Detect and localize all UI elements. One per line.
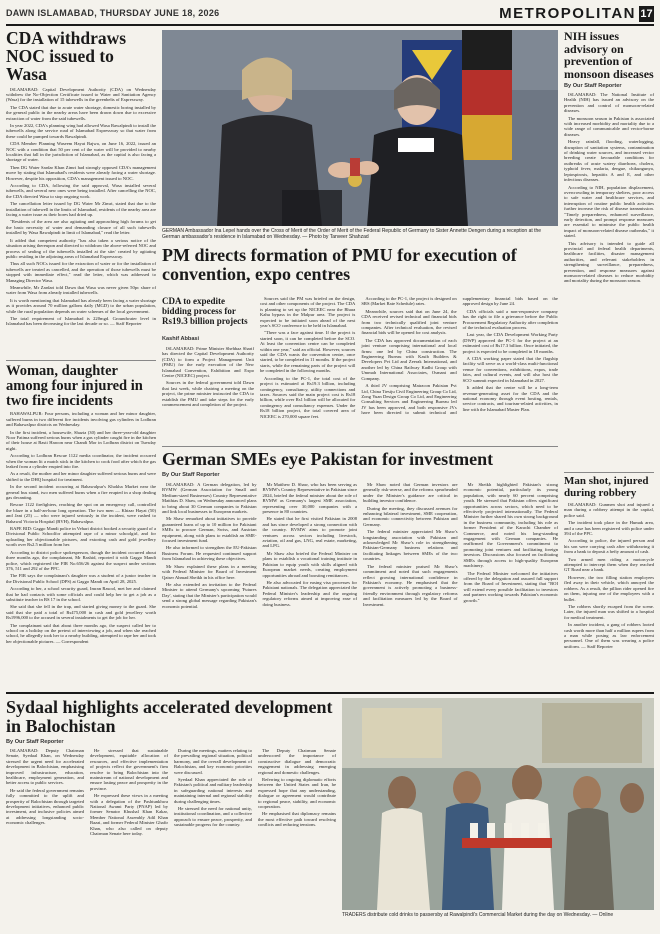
nih-paragraph: ISLAMABAD: The National Institute of Health (NIH) has issued an advisory on the prevention and control of monsoon-related diseases. xyxy=(564,92,654,114)
man-paragraph: However, the two filling station employees fled away in their vehicle, which annoyed the robbers. As a result, the pillion rider opened fire on them, injuring one of the employees with a bullet. xyxy=(564,574,654,602)
section-divider xyxy=(6,692,654,694)
pmu-paragraph: According to the PC-1, the project is designed on SRS (Market Rate Schedule) rates. xyxy=(361,296,457,307)
cda-paragraph: In year 2022, CDA's planning wing had allowed Wasa Rawalpindi to install the tubewells along the service road of Islamabad Expressway so that water from these could be pumped towards Rawalpindi. xyxy=(6,122,156,139)
nih-paragraph: According to NIH, population displacement, overcrowding in temporary shelters, poor access to safe water and healthcare services, and interruption of routine public health activities further increase the risk of disease transmission. "Timely preparedness, enhanced surveillance, early detection, and prompt response measures are essential to minimise the public health impact of monsoon-related disease outbreaks," it stated. xyxy=(564,184,654,239)
sydaal-story xyxy=(6,698,336,745)
sydaal-paragraph: Referring to ongoing diplomatic efforts between the United States and Iran, he expressed hope that any understanding, dialogue or agreement would contribute to regional peace, stability, and economic cooperation. xyxy=(258,777,336,810)
german-paragraph: He also extended an invitation to the Federal Minister to attend Germany's upcoming 'Futures Day', stating that the Minister's participation would send a strong global message regarding Pakistan's economic potential. xyxy=(162,581,257,609)
pmu-body-lead xyxy=(162,346,254,436)
woman-paragraph: RAPE BID: Gaggo Mandi police in Vehari district booked a security guard of a Divisional Public Schoolfor attempted rape of a minor schoolgirl, and for uploading her objectionable pictures, and extorting cash and gold jewellery worth over Rs2.5 million from her. xyxy=(6,526,156,548)
german-paragraph: During the meeting, they discussed avenues for enhancing bilateral investment, SME cooperation, and economic connectivity between Pakistan and Germany. xyxy=(363,505,458,527)
pmu-headline: PM directs formation of PMU for execution of convention, expo centres xyxy=(162,245,517,284)
man-paragraph: Two armed men riding a motorcycle attempted to intercept them when they reached GT Road near a bank. xyxy=(564,556,654,573)
masthead xyxy=(6,4,654,26)
cda-story xyxy=(6,30,156,342)
cda-paragraph: According to CDA, following the said approval, Wasa installed several tubewells, and several new ones were being installed. After cancelling the NOC, the CDA directed Wasa to stop ongoing work. xyxy=(6,183,156,199)
german-paragraph: Mr Sheikh highlighted Pakistan's strong economic potential, particularly its young population, with nearly 60 percent comprising youth. He stressed that Pakistan offers significant opportunities across sectors, which need to be effectively projected internationally. The Federal Minister further shared his own strong background in the business community, including his role as former President of the Karachi Chamber of Commerce, and noted his long-standing engagement with German companies. He reaffirmed the Government's commitment to promoting joint ventures and facilitating foreign investors. Discussions also focused on facilitating SMEs through access to high-quality European machinery. xyxy=(463,482,558,569)
divider xyxy=(162,446,558,447)
woman-paragraph: The complainant said that about three months ago, the suspect called her to school on a holiday on the pretext of interviewing a job, and when she reached school, he allegedly took her to a nearby building, attempted to rape her and took her objectionable pictures. — Correspondent xyxy=(6,622,156,644)
german-paragraph: Mr Shaw explained these plans in a meeting with Federal Minister for Board of Investment Qaiser Ahmad Sheikh in his office here. xyxy=(162,563,257,580)
nih-byline: By Our Staff Reporter xyxy=(564,83,622,89)
woman-paragraph: The FIR says the complainant's daughter was a student of a junior teacher in the Divisional Public School (DPS) at Gaggo Mandi on April 28, 2025. xyxy=(6,573,156,584)
cda-paragraph: ISLAMABAD: Capital Development Authority (CDA) on Wednesday withdrew the No-Objection Certificate issued to Water and Sanitation Agency (Wasa) for the installation of 15 tubewells in the greenbelts of Expressway. xyxy=(6,86,156,103)
pmu-paragraph: ISLAMABAD: Prime Minister Shehbaz Sharif has directed the Capital Development Authority (CDA) to form a Project Management Unit (PMU) for the early execution of the New Islamabad Convention, Exhibition and Expo Centre (NICEEC) project. xyxy=(162,346,254,379)
german-paragraph: Mr Shaw noted that German investors are generally risk-averse, and the reforms spearheaded under the Minister's guidance are critical in building investor confidence. xyxy=(363,482,458,504)
pmu-paragraph: Last year, the CDA Development Working Party (DWP) approved the PC-1 for the project at an estimated cost of Rs17.3 billion. Once initiated, the project is expected to be completed in 18 months. xyxy=(462,332,558,354)
woman-paragraph: According to Lodhran Rescue 1122 media coordinator, the incident occurred when the woman lit a match stick in the kitchen to cook food after which the gas leaked from a cylinder erupted into fire. xyxy=(6,453,156,469)
woman-story xyxy=(6,363,156,644)
pmu-sidebar xyxy=(162,296,254,436)
sydaal-paragraph: He stressed the need for national unity, institutional coordination, and a collective approach to ensure peace, prosperity, and sustainable progress for the country. xyxy=(174,806,252,828)
german-paragraph: He also informed to strengthen the EU-Pakistan Business Forum. He requested continued support from Islamabad in achieving these objectives. xyxy=(162,545,257,562)
pmu-body xyxy=(260,296,558,442)
woman-paragraph: Rescue 1122 firefighters, reaching the spot on an emergency call, controlled the blaze in a half-an-hour long operation. The two men — Khizar Hayat (50) and Jani (25) — who were injured seriously in the incident, were rushed to Bahawal Victoria Hospital (BVH), Bahawalpur. xyxy=(6,502,156,524)
sydaal-body xyxy=(6,748,336,930)
pmu-paragraph: Sources in the federal government told Dawn that last week, while chairing a meeting on the project, the prime minister instructed the CDA to establish the PMU and take steps for the early commencement and completion of the project. xyxy=(162,380,254,408)
cda-paragraph: It is worth mentioning that Islamabad has already been facing a water shortage as it provides around 70 million gallons daily (MGD) to the urban population, while the rural population depends on water schemes of the local government. xyxy=(6,297,156,314)
masthead-dateline: DAWN ISLAMABAD, THURSDAY JUNE 18, 2026 xyxy=(6,8,220,18)
cda-paragraph: It added that competent authority "has also taken a serious notice of the situation arising thereupon and directed to withdraw the above-referred NOC and process of sealing of the tubewells installed at the site/ created by agitating public residing in the adjoining areas of Islamabad Expressway. xyxy=(6,237,156,259)
german-paragraph: The federal minister appreciated Mr Shaw's longstanding association with Pakistan and acknowledged Mr Shaw's role in strengthening Pakistan-Germany business relations and facilitating linkages between SMEs of the two countries. xyxy=(363,529,458,562)
sydaal-paragraph: He said the federal government remains fully committed to the uplift and prosperity of Balochistan through targeted development initiatives, enhanced public investment, and inclusive policies aimed at addressing longstanding socio-economic challenges. xyxy=(6,787,84,826)
man-headline: Man shot, injured during robbery xyxy=(564,475,649,499)
woman-paragraph: According to district police spokesperson, though the incident occurred about three months ago, the complainant, Mr Rashid, reported it with Gaggo Mandi police, which registered the FIR No.656/26 against the suspect under sections 376, 511 and 292 of the PPC. xyxy=(6,549,156,571)
sydaal-byline: By Our Staff Reporter xyxy=(6,739,64,745)
nih-paragraph: Heavy rainfall, flooding, waterlogging, disruption of sanitation systems, contamination of drinking water sources, and increased vector breeding create favourable conditions for outbreaks of acute watery diarrhoea, cholera, typhoid fever, malaria, dengue, chikungunya, leptospirosis, hepatitis A and E, and other infectious diseases. xyxy=(564,139,654,183)
german-paragraph: ISLAMABAD: A German delegation, led by BVMW (German Association for Small and Medium-sized Businesses) Country Representative Matthias D. Shaw, on Wednesday announced plans to bring about 30 German companies to Pakistan and link local businesses to European markets. xyxy=(162,482,257,515)
cda-headline: CDA withdraws NOC issued to Wasa xyxy=(6,28,127,84)
nih-headline: NIH issues advisory on prevention of monsoon diseases xyxy=(564,29,654,81)
man-paragraph: In another incident, a gang of robbers looted cash worth more than half a million rupees from a man while posing as law enforcement personnel. One of them was wearing a police uniform. — Staff Reporter xyxy=(564,622,654,649)
man-body xyxy=(564,502,654,717)
pmu-subheadline: CDA to expedite bidding process for Rs19.3 billion projects xyxy=(162,296,248,326)
ambassador-photo-caption: GERMAN Ambassador Ina Lepel hands over the Cross of Merit of the Order of Merit of the Federal Republic of Germany to Sister Annette Dengen during a reception at the German ambassador's residence in Islamabad on Wednesday. — Photo by Tanveer Shahzad xyxy=(162,228,542,240)
man-story xyxy=(564,476,654,717)
cda-paragraph: Then DG Water Sardar Khan Zimri had strongly opposed CDA's management move by stating that Islamabad's residents were already facing a water shortage. However, despite his opposition, CDA's management issued to NOC. xyxy=(6,164,156,181)
german-story xyxy=(162,450,558,478)
woman-paragraph: According to her, a school security guard, Imran Rasool, met her and claimed that he had contacts with some officials and could help her to get a job as a substitute teacher in BS 17 in the school. xyxy=(6,586,156,602)
man-paragraph: The incident took place in the Humak area, and a case has been registered with police under 394 of the PPC. xyxy=(564,520,654,537)
german-body xyxy=(162,482,558,668)
cda-paragraph: CDA Member Planning Waseem Hayat Bajwa, on June 16, 2022, issued an NOC with a condition that 50 per cent of the water will be provided to nearby localities that fall in the jurisdiction of Islamabad, as the capital is also facing a shortage of water. xyxy=(6,141,156,163)
pmu-paragraph: Sources said the PM was briefed on the design, cost and other components of the project. The CDA is planning to set up the NICEEC near the Bhara Kahu bypass in the Malpur area. The project is expected to be initiated soon ahead of the next year's SCO conference to be held in Islamabad. xyxy=(260,296,356,329)
divider xyxy=(6,360,156,361)
woman-paragraph: In the first incident, a housewife, Shazia (30) and her three-year-old daughter Noor Fatima suffered serious burns when a gas cylinder caught fire in the kitchen of their house at Basti Haroon near Chandi Mor in Lodhran district on Tuesday night. xyxy=(6,429,156,451)
german-paragraph: Mr Shaw also briefed the Federal Minister on plans to establish a vocational training institute in Pakistan to equip youth with skills aligned with European market needs, creating employment opportunities abroad and boosting remittances. xyxy=(262,550,357,578)
pmu-paragraph: Meanwhile, sources said that on June 24, the CDA received revised technical and financial bids from two technically qualified joint venture companies. After technical evaluation, the revised financial bids will be opened for cost analysis. xyxy=(361,308,457,336)
cda-paragraph: "Residents of the area are also agitating and approaching high forums to get the basic necessity of water and demanding closure of all such tubewells installed by Wasa Rawalpindi in limit of Islamabad," read the letter. xyxy=(6,219,156,236)
pmu-paragraph: The CDA has approved documentation of each joint venture comprising international and local firms: one led by China construction. The Engineering Bureau with Kasib Builders & Developers Pvt Ltd and Zeerak International, and another led by China Railway Kadhi Group with Ummah International Associates, Osmani and Company. xyxy=(361,337,457,381)
section-title: METROPOLITAN xyxy=(499,5,636,22)
german-paragraph: The Federal Minister welcomed the initiatives offered by the delegation and assured full support from the Board of Investment, stating that "BOI will extend every possible facilitation to investors and partners working towards Pakistan's economic growth." xyxy=(463,570,558,603)
man-paragraph: According to police, the injured person and his son were carrying cash after withdrawing it from a bank to deposit a hefty amount of cash. xyxy=(564,538,654,555)
cda-paragraph: The CDA stated that due to acute water shortage, domestic boring installed by the general public in the nearby areas have been drawn down due to excessive extraction of water from the said tubewells. xyxy=(6,104,156,121)
ambassador-photo xyxy=(162,30,558,226)
traders-photo-illustration xyxy=(342,698,654,910)
woman-body xyxy=(6,411,156,644)
german-paragraph: He stated that he first visited Pakistan in 2008 and has since developed a strong connection with the country. BVMW aims to promote joint ventures across sectors including livestock, aviation, oil and gas, LNG, real estate, marketing, and LPG. xyxy=(262,516,357,549)
cda-body xyxy=(6,87,156,342)
pmu-byline: Kashif Abbasi xyxy=(162,336,200,342)
sydaal-paragraph: During the meetings, matters relating to the prevailing regional situation, political harmony, and the overall development of Balochistan, and key economic priorities were discussed. xyxy=(174,748,252,775)
pmu-paragraph: It added that the centre will be a long-term revenue-generating asset for the CDA and the national economy through event hosting, rentals, service contracts, and tourism-related activities, in line with the Islamabad Master Plan. xyxy=(462,385,558,412)
sydaal-paragraph: He expressed these views in a meeting with a delegation of the Pashtunkhwa National Awami Party (PNAP) led by former Senator Khushal Khan Kakar, Member National Assembly Adil Khan Bazai, and former Federal Minister Ghafir Khan, who also called on deputy Chairman Senate here today. xyxy=(90,793,168,837)
traders-photo xyxy=(342,698,654,910)
german-paragraph: Mr Matthew D. Shaw, who has been serving as BVMW's Country Representative in Pakistan since 2024, briefed the federal minister about the role of BVMW as Germany's largest SME association, representing over 30,000 companies with a presence in 80 countries. xyxy=(262,482,357,515)
woman-paragraph: BAHAWALPUR: Four persons, including a woman and her minor daughter, suffered burns in two different fire incidents involving gas cylinders in Lodhran and Bahawalpur districts on Wednesday. xyxy=(6,411,156,428)
pmu-story xyxy=(162,246,558,284)
sydaal-paragraph: He stressed that sustainable development, equitable allocation of resources, and effective implementation of projects reflect the government's firm resolve to bring Balochistan into the mainstream of national development and ensure lasting peace and prosperity in the province. xyxy=(90,748,168,791)
sydaal-paragraph: He emphasised that diplomacy remains the most effective path toward resolving conflicts and reducing tensions. xyxy=(258,811,336,828)
german-paragraph: He also advocated for easing visa processes for Pakistani nationals. The delegation appreciated the Federal Minister's leadership and the ongoing regulatory reforms aimed at improving ease of doing business. xyxy=(262,579,357,607)
cda-paragraph: The cancellation letter issued by DG Water Mr Zimri, stated that due to the installation of tubewell in the limits of Islamabad, residents of the nearby area are facing a water issue as their bores had dried up. xyxy=(6,201,157,218)
sydaal-headline: Sydaal highlights accelerated development in Balochistan xyxy=(6,697,333,736)
nih-story xyxy=(564,30,654,427)
ambassador-photo-illustration xyxy=(162,30,558,226)
woman-paragraph: As a result, the mother and her minor daughter suffered serious burns and were shifted to the DHQ hospital for treatment. xyxy=(6,471,156,482)
sydaal-paragraph: Syedaal Khan appreciated the role of Pakistan's political and military leadership in safeguarding national interests and maintaining internal and regional stability during challenging times. xyxy=(174,777,252,804)
sydaal-paragraph: ISLAMABAD: Deputy Chairman Senate, Syedaal Khan, on Wednesday stressed the urgent need for accelerated development in Balochistan, emphasising improved infrastructure, education, healthcare, employment generation, and better access to public services. xyxy=(6,748,84,786)
pmu-paragraph: According to the PC-1, the total cost of the project is estimated at Rs19.3 billion, including contingency, consultancy, utility connections and taxes. Sources said the main project cost is Rs18 billion, while over Rs1 billion will be allocated for contingency and consultancy expenses. Under the Rs18 billion project, the total covered area of NICEEC is 270,000 square feet. xyxy=(260,375,356,419)
woman-headline: Woman, daughter among four injured in two fire incidents xyxy=(6,363,143,409)
cda-paragraph: Thus all such NOCs issued for the extraction of water or for the installation of tubewells are treated as cancelled, and the operation of those tubewells must be stopped with immediate effect," read the letter, which was addressed to Managing Director Wasa. xyxy=(6,261,156,283)
pmu-paragraph: A third JV comprising Matracon Pakistan Pvt Ltd, China Tiesiju Civil Engineering Group Co Ltd, Zong Yuan Design Group Co Ltd, and Engineering Consulting Services and Engineering Bureau led JV has been approved, and both responsive JVs have been directed to submit technical and supplementary financial bids based on the approved design by June 24. xyxy=(361,296,558,416)
german-paragraph: Mr Shaw remarked about initiatives to provide guaranteed loans of up to 10 million for Pakistani SMEs to procure German, Swiss, and Austrian equipment, along with plans to establish an SME-focused investment fund. xyxy=(162,516,257,544)
page-number: 17 xyxy=(640,8,653,20)
divider xyxy=(564,472,654,473)
woman-paragraph: She said that she fell in the trap, and started giving money to the guard. She said that she paid a total of Rs475,000 in cash and gold jewellery worth Rs1996,000 to the accused in several instalments to get the job for her. xyxy=(6,604,156,621)
man-paragraph: ISLAMABAD: Gunmen shot and injured a man during a robbery attempt in the capital, police said. xyxy=(564,502,654,518)
german-byline: By Our Staff Reporter xyxy=(162,472,220,478)
pmu-paragraph: CDA officials said a non-responsive company has the right to file a grievance before the Public Procurement Regulatory Authority after completion of the technical evaluation process. xyxy=(462,308,558,331)
cda-paragraph: The total requirement of Islamabad is 220mgd. Groundwater level in Islamabad has been decreasing for the last decade or so. — Staff Reporter xyxy=(6,315,156,327)
traders-photo-caption: TRADERS distribute cold drinks to passersby at Rawalpindi's Commercial Market during the day on Wednesday. — Online xyxy=(342,912,614,918)
nih-body xyxy=(564,92,654,427)
cda-paragraph: Meanwhile, Mr Zardari told Dawn that Wasa was never given 50pc share of water from Wasa from already installed tubewells. xyxy=(6,284,156,296)
nih-paragraph: The monsoon season in Pakistan is associated with increased morbidity and mortality due to a wide range of communicable and vector-borne diseases. xyxy=(564,115,654,137)
man-paragraph: The robbers shortly escaped from the scene. Later, the injured man was shifted to a hospital for medical treatment. xyxy=(564,603,654,620)
sydaal-paragraph: The Deputy Chairman Senate underscored the importance of constructive dialogue and democratic engagement in addressing emerging regional and domestic challenges. xyxy=(258,748,336,775)
pmu-paragraph: A CDA working paper stated that the flagship facility will serve as a world-class multi-functional venue for conventions, exhibitions, expos, trade fairs, and cultural events, and will also host the SCO summit expected in Islamabad in 2027. xyxy=(462,356,558,383)
woman-paragraph: In the second incident occurring at Bahawalpur's Khokha Market near the general bus stand, two men suffered burns when a fire erupted in a shop dealing gas decanting. xyxy=(6,484,156,501)
german-headline: German SMEs eye Pakistan for investment xyxy=(162,449,494,469)
german-paragraph: The federal minister praised Mr Shaw's commitment and noted that such engagements reflect growing international confidence in Pakistan's economy. He emphasised that the government is actively promoting a business-friendly environment through regulatory reforms and facilitation measures led by the Board of Investment. xyxy=(363,563,458,607)
nih-paragraph: This advisory is intended to guide all provincial and federal health departments, healthcare facilities, disaster management authorities, and relevant stakeholders in strengthening surveillance, preparedness, prevention, and response measures against monsoon-related diseases to reduce morbidity and mortality during the monsoon season. xyxy=(564,240,654,284)
pmu-paragraph: "There was a face against time. If the project is started soon, it can be completed before the SCO. At least the convention centre can be completed within one year," said an official. However, sources said the CDA wants the convention centre, once started, to be completed in 11 months. If the project starts, while the remaining parts of the project will be completed in the following months. xyxy=(260,330,356,374)
